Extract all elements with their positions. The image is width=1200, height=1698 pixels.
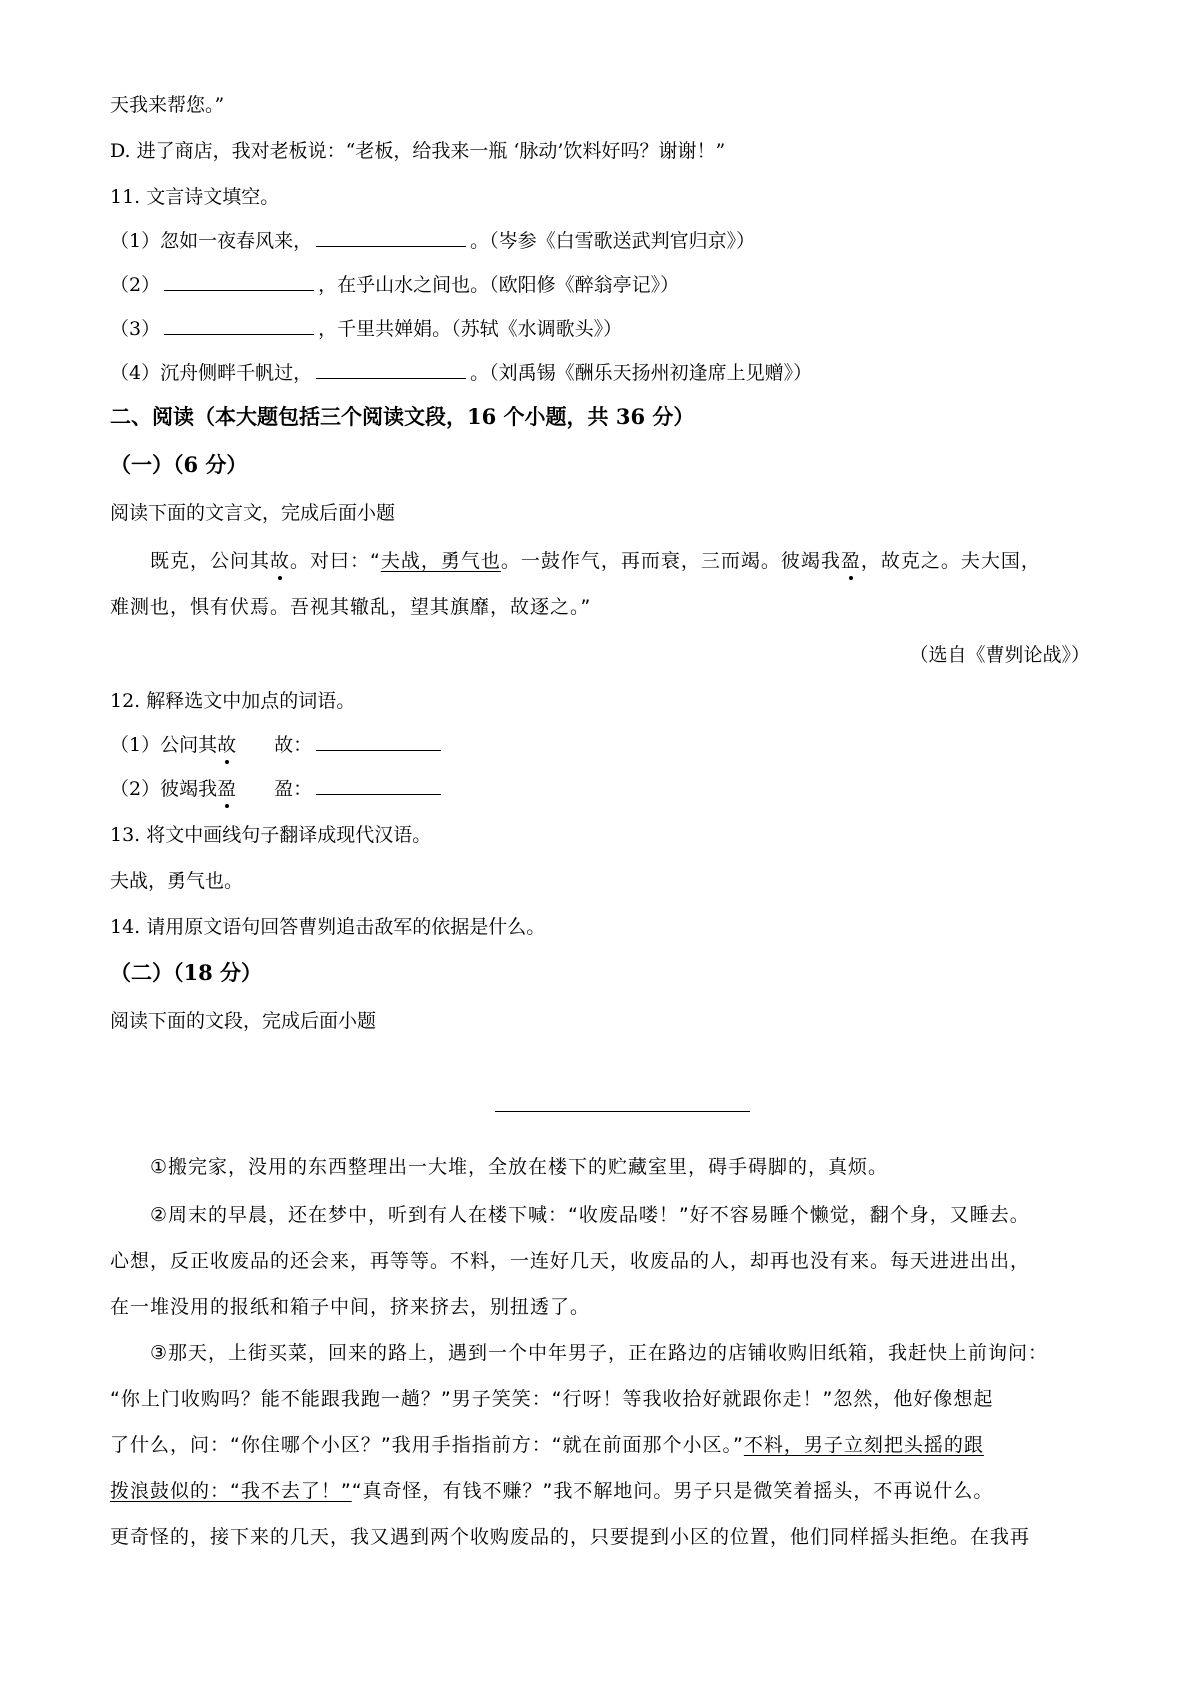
underlined-sentence: 夫战，勇气也	[380, 550, 501, 572]
paragraph-2-line-2: 心想，反正收废品的还会来，再等等。不料，一连好几天，收废品的人，却再也没有来。每天进进出出，	[110, 1250, 1031, 1272]
q13-sentence: 夫战，勇气也。	[110, 870, 244, 892]
answer-blank[interactable]	[316, 776, 441, 795]
paragraph-3-line-5: 更奇怪的，接下来的几天，我又遇到两个收购废品的，只要提到小区的位置，他们同样摇头拒绝。在我再	[110, 1526, 1031, 1548]
part-1-instruction: 阅读下面的文言文，完成后面小题	[110, 502, 396, 524]
underlined-sentence: 拨浪鼓似的：“我不去了！”	[110, 1480, 352, 1502]
question-11: 11. 文言诗文填空。	[110, 186, 280, 208]
option-d: D. 进了商店，我对老板说：“老板，给我来一瓶 ‘脉动’饮料好吗？谢谢！”	[110, 140, 726, 162]
q11-item-3: （3） ，千里共婵娟。（苏轼《水调歌头》）	[110, 318, 623, 340]
source-citation: （选自《曹刿论战》）	[909, 644, 1090, 666]
text-line: 天我来帮您。”	[110, 94, 225, 116]
q11-item-2: （2） ，在乎山水之间也。（欧阳修《醉翁亭记》）	[110, 274, 680, 296]
paragraph-3-line-3: 了什么，问：“你住哪个小区？”我用手指指前方：“就在前面那个小区。”不料，男子立刻把头摇的跟	[110, 1434, 984, 1456]
answer-blank[interactable]	[164, 316, 314, 335]
answer-blank[interactable]	[316, 228, 466, 247]
question-12: 12. 解释选文中加点的词语。	[110, 690, 356, 712]
answer-blank[interactable]	[164, 272, 314, 291]
part-1-heading: （一）（6 分）	[110, 452, 248, 477]
question-14: 14. 请用原文语句回答曹刿追击敌军的依据是什么。	[110, 916, 546, 938]
paragraph-2-line-1: ②周末的早晨，还在梦中，听到有人在楼下喊：“收废品喽！”好不容易睡个懒觉，翻个身，又睡去。	[150, 1204, 1030, 1226]
underlined-sentence: 不料，男子立刻把头摇的跟	[743, 1434, 984, 1456]
paragraph-2-line-3: 在一堆没用的报纸和箱子中间，挤来挤去，别扭透了。	[110, 1296, 591, 1318]
answer-blank[interactable]	[316, 360, 466, 379]
classical-text-line-2: 难测也，惧有伏焉。吾视其辙乱，望其旗靡，故逐之。”	[110, 596, 592, 618]
classical-text-line-1: 既克，公问其故。对曰：“夫战，勇气也。一鼓作气，再而衰，三而竭。彼竭我盈，故克之。夫大国，	[150, 550, 1041, 572]
section-2-heading: 二、阅读（本大题包括三个阅读文段，16 个小题，共 36 分）	[110, 404, 695, 429]
title-blank-line[interactable]	[495, 1111, 750, 1112]
q12-item-2: （2）彼竭我盈 盈：	[110, 776, 445, 802]
paragraph-3-line-2: “你上门收购吗？能不能跟我跑一趟？”男子笑笑：“行呀！等我收拾好就跟你走！”忽然，他好像想起	[110, 1388, 994, 1410]
q11-item-1: （1）忽如一夜春风来， 。（岑参《白雪歌送武判官归京》）	[110, 230, 756, 252]
q11-item-4: （4）沉舟侧畔千帆过， 。（刘禹锡《酬乐天扬州初逢席上见赠》）	[110, 362, 813, 384]
part-2-heading: （二）（18 分）	[110, 960, 263, 985]
question-13: 13. 将文中画线句子翻译成现代汉语。	[110, 824, 432, 846]
paragraph-3-line-1: ③那天，上街买菜，回来的路上，遇到一个中年男子，正在路边的店铺收购旧纸箱，我赶快上前询问：	[150, 1342, 1049, 1364]
paragraph-1: ①搬完家，没用的东西整理出一大堆，全放在楼下的贮藏室里，碍手碍脚的，真烦。	[150, 1156, 889, 1178]
answer-blank[interactable]	[316, 732, 441, 751]
paragraph-3-line-4: 拨浪鼓似的：“我不去了！”“真奇怪，有钱不赚？”我不解地问。男子只是微笑着摇头，不再说什么。	[110, 1480, 994, 1502]
part-2-instruction: 阅读下面的文段，完成后面小题	[110, 1010, 377, 1032]
q12-item-1: （1）公问其故 故：	[110, 732, 445, 758]
